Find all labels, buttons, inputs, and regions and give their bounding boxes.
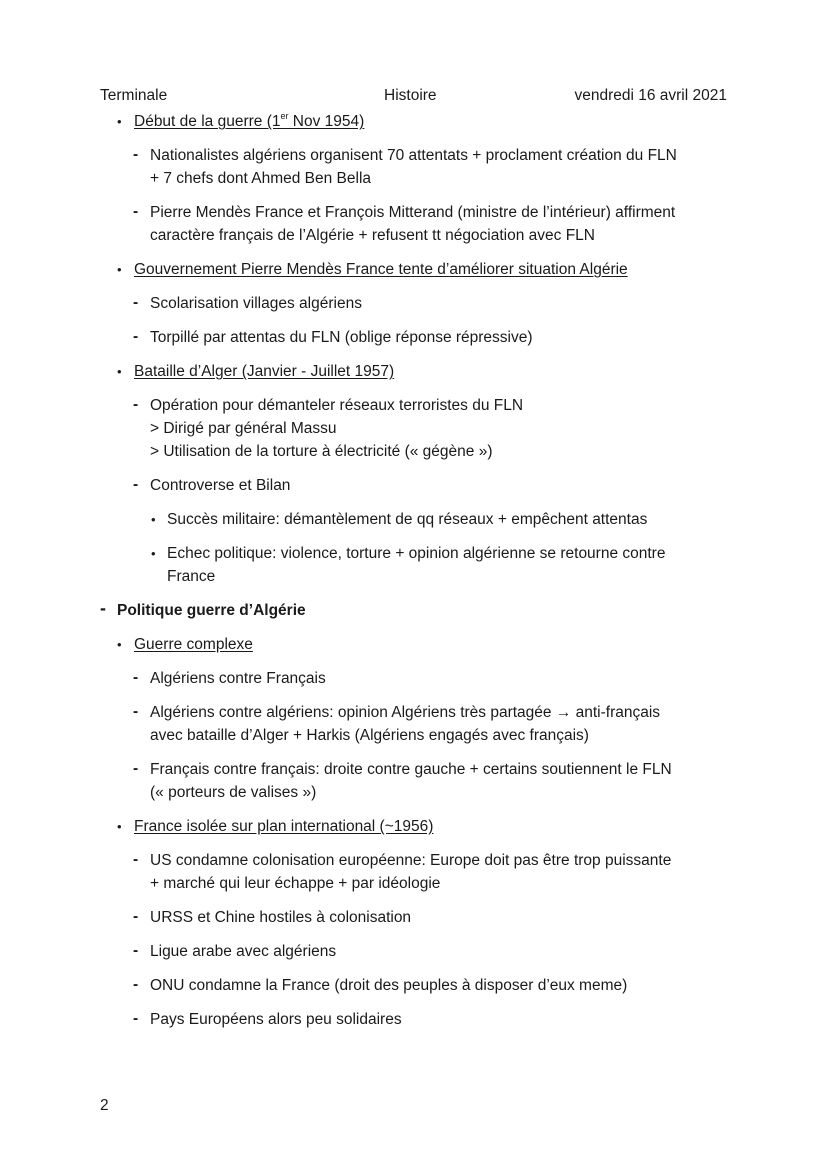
sub-bullet: • Succès militaire: démantèlement de qq réseaux + empêchent attentas xyxy=(0,508,828,531)
dash-item: - Scolarisation villages algériens xyxy=(0,292,828,315)
dash-text: - US condamne colonisation européenne: Europe doit pas être trop puissante xyxy=(150,852,672,869)
bullet-gouvernement xyxy=(0,258,828,281)
dash-text: + marché qui leur échappe + par idéologie xyxy=(150,875,441,892)
header-date: vendredi 16 avril 2021 xyxy=(574,87,727,104)
dash-item xyxy=(0,849,828,895)
page-number: 2 xyxy=(100,1097,109,1114)
dash-item: - Ligue arabe avec algériens xyxy=(0,940,828,963)
sub-bullet xyxy=(0,542,828,588)
dash-item xyxy=(0,701,828,747)
dash-item: - URSS et Chine hostiles à colonisation xyxy=(0,906,828,929)
sub-text: France xyxy=(167,568,216,585)
dash-item: - Controverse et Bilan xyxy=(0,474,828,497)
dash-text: - Algériens contre algériens: opinion Algériens très partagée → anti-français xyxy=(150,704,661,721)
bullet-title: Gouvernement Pierre Mendès France tente d’améliorer situation Algérie xyxy=(134,261,628,278)
dash-text: - Français contre français: droite contre gauche + certains soutiennent le FLN xyxy=(150,761,672,778)
dash-item: - Algériens contre Français xyxy=(0,667,828,690)
dash-text: - Opération pour démanteler réseaux terroristes du FLN xyxy=(150,397,524,414)
dash-text: avec bataille d’Alger + Harkis (Algériens engagés avec français) xyxy=(150,727,589,744)
dash-text: caractère français de l’Algérie + refusent tt négociation avec FLN xyxy=(150,227,595,244)
dash-text: (« porteurs de valises ») xyxy=(150,784,317,801)
sub-text: • Echec politique: violence, torture + opinion algérienne se retourne contre xyxy=(167,545,666,562)
header-class: Terminale xyxy=(100,87,168,104)
dash-text: + 7 chefs dont Ahmed Ben Bella xyxy=(150,170,372,187)
notes-content xyxy=(0,110,828,1042)
bullet-guerre-complexe xyxy=(0,633,828,656)
page-header xyxy=(100,84,727,108)
bullet-france-isolee xyxy=(0,815,828,838)
bullet-title: Début de la guerre (1er Nov 1954) xyxy=(134,110,365,130)
dash-item: - ONU condamne la France (droit des peuples à disposer d’eux meme) xyxy=(0,974,828,997)
dash-text: - Pierre Mendès France et François Mitterand (ministre de l’intérieur) affirment xyxy=(150,204,676,221)
dash-text: > Dirigé par général Massu xyxy=(150,420,337,437)
section-heading: - Politique guerre d’Algérie xyxy=(0,599,828,622)
bullet-bataille-alger xyxy=(0,360,828,383)
bullet-debut-guerre xyxy=(0,110,828,133)
dash-item xyxy=(0,144,828,190)
dash-item xyxy=(0,201,828,247)
bullet-title: Bataille d’Alger (Janvier - Juillet 1957) xyxy=(134,363,395,380)
dash-text: > Utilisation de la torture à électricité (« gégène ») xyxy=(150,443,493,460)
dash-item: - Torpillé par attentas du FLN (oblige réponse répressive) xyxy=(0,326,828,349)
dash-item xyxy=(0,394,828,463)
dash-text: - Nationalistes algériens organisent 70 attentats + proclament création du FLN xyxy=(150,147,677,164)
dash-item xyxy=(0,758,828,804)
bullet-title: France isolée sur plan international (~1956) xyxy=(134,818,434,835)
dash-item: - Pays Européens alors peu solidaires xyxy=(0,1008,828,1031)
header-subject: Histoire xyxy=(384,87,437,104)
bullet-title: Guerre complexe xyxy=(134,636,253,653)
